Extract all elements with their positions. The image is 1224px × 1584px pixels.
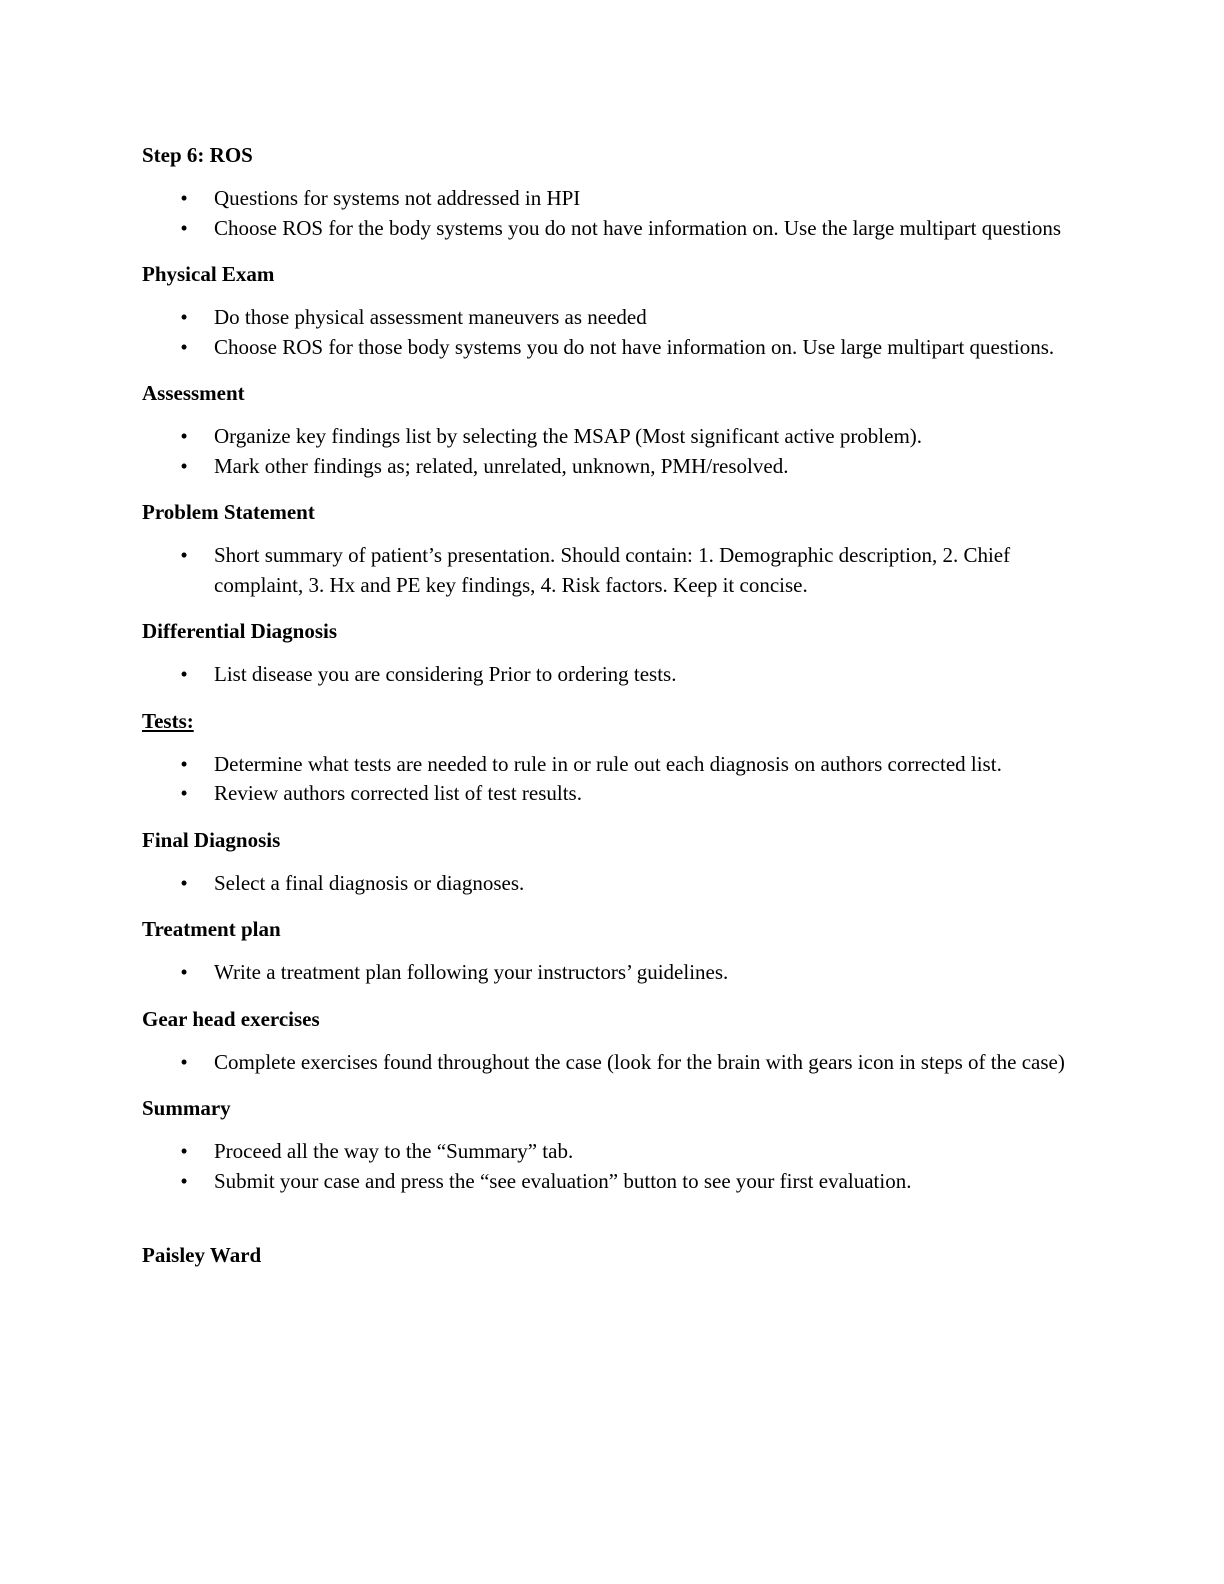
bullet-icon: • <box>180 305 188 329</box>
list-item-text: Submit your case and press the “see evaluation” button to see your first evaluation. <box>214 1168 912 1193</box>
list-item <box>142 1137 1072 1167</box>
section-gear-head-exercises <box>142 1004 1072 1078</box>
bullet-icon: • <box>180 1049 188 1074</box>
bullet-list <box>142 958 1072 988</box>
list-item <box>142 958 1072 988</box>
list-item <box>142 1048 1072 1078</box>
list-item <box>142 869 1072 899</box>
list-item-text: Choose ROS for the body systems you do not have information on. Use the large multipart questions <box>214 215 1062 240</box>
bullet-list <box>142 1137 1072 1196</box>
bullet-icon: • <box>180 781 188 805</box>
list-item <box>142 779 1072 809</box>
bullet-icon: • <box>180 424 188 448</box>
section-problem-statement <box>142 497 1072 600</box>
list-item <box>142 303 1072 333</box>
section-heading: Tests: <box>142 708 194 733</box>
bullet-icon: • <box>180 1168 188 1193</box>
list-item-text: Proceed all the way to the “Summary” tab. <box>214 1139 574 1163</box>
list-item-text: Short summary of patient’s presentation. Should contain: 1. Demographic description, 2. Chief complaint, 3. Hx and PE key findings, 4. Risk factors. Keep it concise. <box>214 543 1011 597</box>
list-item <box>142 541 1072 600</box>
section-differential-diagnosis <box>142 616 1072 690</box>
bullet-list <box>142 660 1072 690</box>
bullet-icon: • <box>180 453 188 478</box>
section-heading: Step 6: ROS <box>142 143 253 167</box>
list-item-text: Mark other findings as; related, unrelated, unknown, PMH/resolved. <box>214 453 789 478</box>
bullet-list <box>142 1048 1072 1078</box>
bullet-list <box>142 541 1072 600</box>
bullet-icon: • <box>180 543 188 567</box>
section-final-diagnosis <box>142 825 1072 899</box>
section-heading: Summary <box>142 1096 231 1120</box>
list-item <box>142 184 1072 214</box>
list-item-text: Complete exercises found throughout the case (look for the brain with gears icon in steps of the case) <box>214 1049 1065 1074</box>
bullet-icon: • <box>180 960 188 984</box>
list-item-text: Write a treatment plan following your instructors’ guidelines. <box>214 960 729 984</box>
bullet-icon: • <box>180 186 188 210</box>
bullet-icon: • <box>180 334 188 359</box>
bullet-list <box>142 184 1072 243</box>
section-heading: Physical Exam <box>142 262 275 286</box>
bullet-icon: • <box>180 662 188 686</box>
list-item-text: Determine what tests are needed to rule in or rule out each diagnosis on authors corrected list. <box>214 751 1002 776</box>
list-item-text: Review authors corrected list of test results. <box>214 781 582 805</box>
list-item-text: Choose ROS for those body systems you do not have information on. Use large multipart questions. <box>214 334 1055 359</box>
bullet-list <box>142 750 1072 809</box>
list-item <box>142 422 1072 452</box>
list-item-text: Select a final diagnosis or diagnoses. <box>214 870 525 895</box>
section-treatment-plan <box>142 914 1072 988</box>
list-item <box>142 452 1072 482</box>
section-heading: Treatment plan <box>142 917 281 941</box>
section-heading: Gear head exercises <box>142 1006 320 1031</box>
bullet-icon: • <box>180 1139 188 1163</box>
bullet-icon: • <box>180 870 188 895</box>
list-item-text: Do those physical assessment maneuvers as needed <box>214 305 647 329</box>
bullet-icon: • <box>180 751 188 776</box>
list-item <box>142 214 1072 244</box>
section-physical-exam <box>142 259 1072 362</box>
bullet-list <box>142 422 1072 481</box>
bullet-icon: • <box>180 215 188 240</box>
section-heading: Final Diagnosis <box>142 827 281 852</box>
section-heading: Differential Diagnosis <box>142 619 338 643</box>
section-assessment <box>142 378 1072 481</box>
author-signature: Paisley Ward <box>142 1243 262 1267</box>
list-item-text: Organize key findings list by selecting the MSAP (Most significant active problem). <box>214 424 923 448</box>
list-item <box>142 1167 1072 1197</box>
bullet-list <box>142 303 1072 362</box>
list-item <box>142 333 1072 363</box>
list-item <box>142 750 1072 780</box>
document-page <box>142 140 1072 1284</box>
section-heading: Problem Statement <box>142 500 315 524</box>
section-summary <box>142 1093 1072 1196</box>
list-item-text: List disease you are considering Prior to ordering tests. <box>214 662 677 686</box>
section-heading: Assessment <box>142 381 245 405</box>
section-step6-ros <box>142 140 1072 243</box>
list-item-text: Questions for systems not addressed in HPI <box>214 186 581 210</box>
list-item <box>142 660 1072 690</box>
section-tests <box>142 706 1072 809</box>
bullet-list <box>142 869 1072 899</box>
